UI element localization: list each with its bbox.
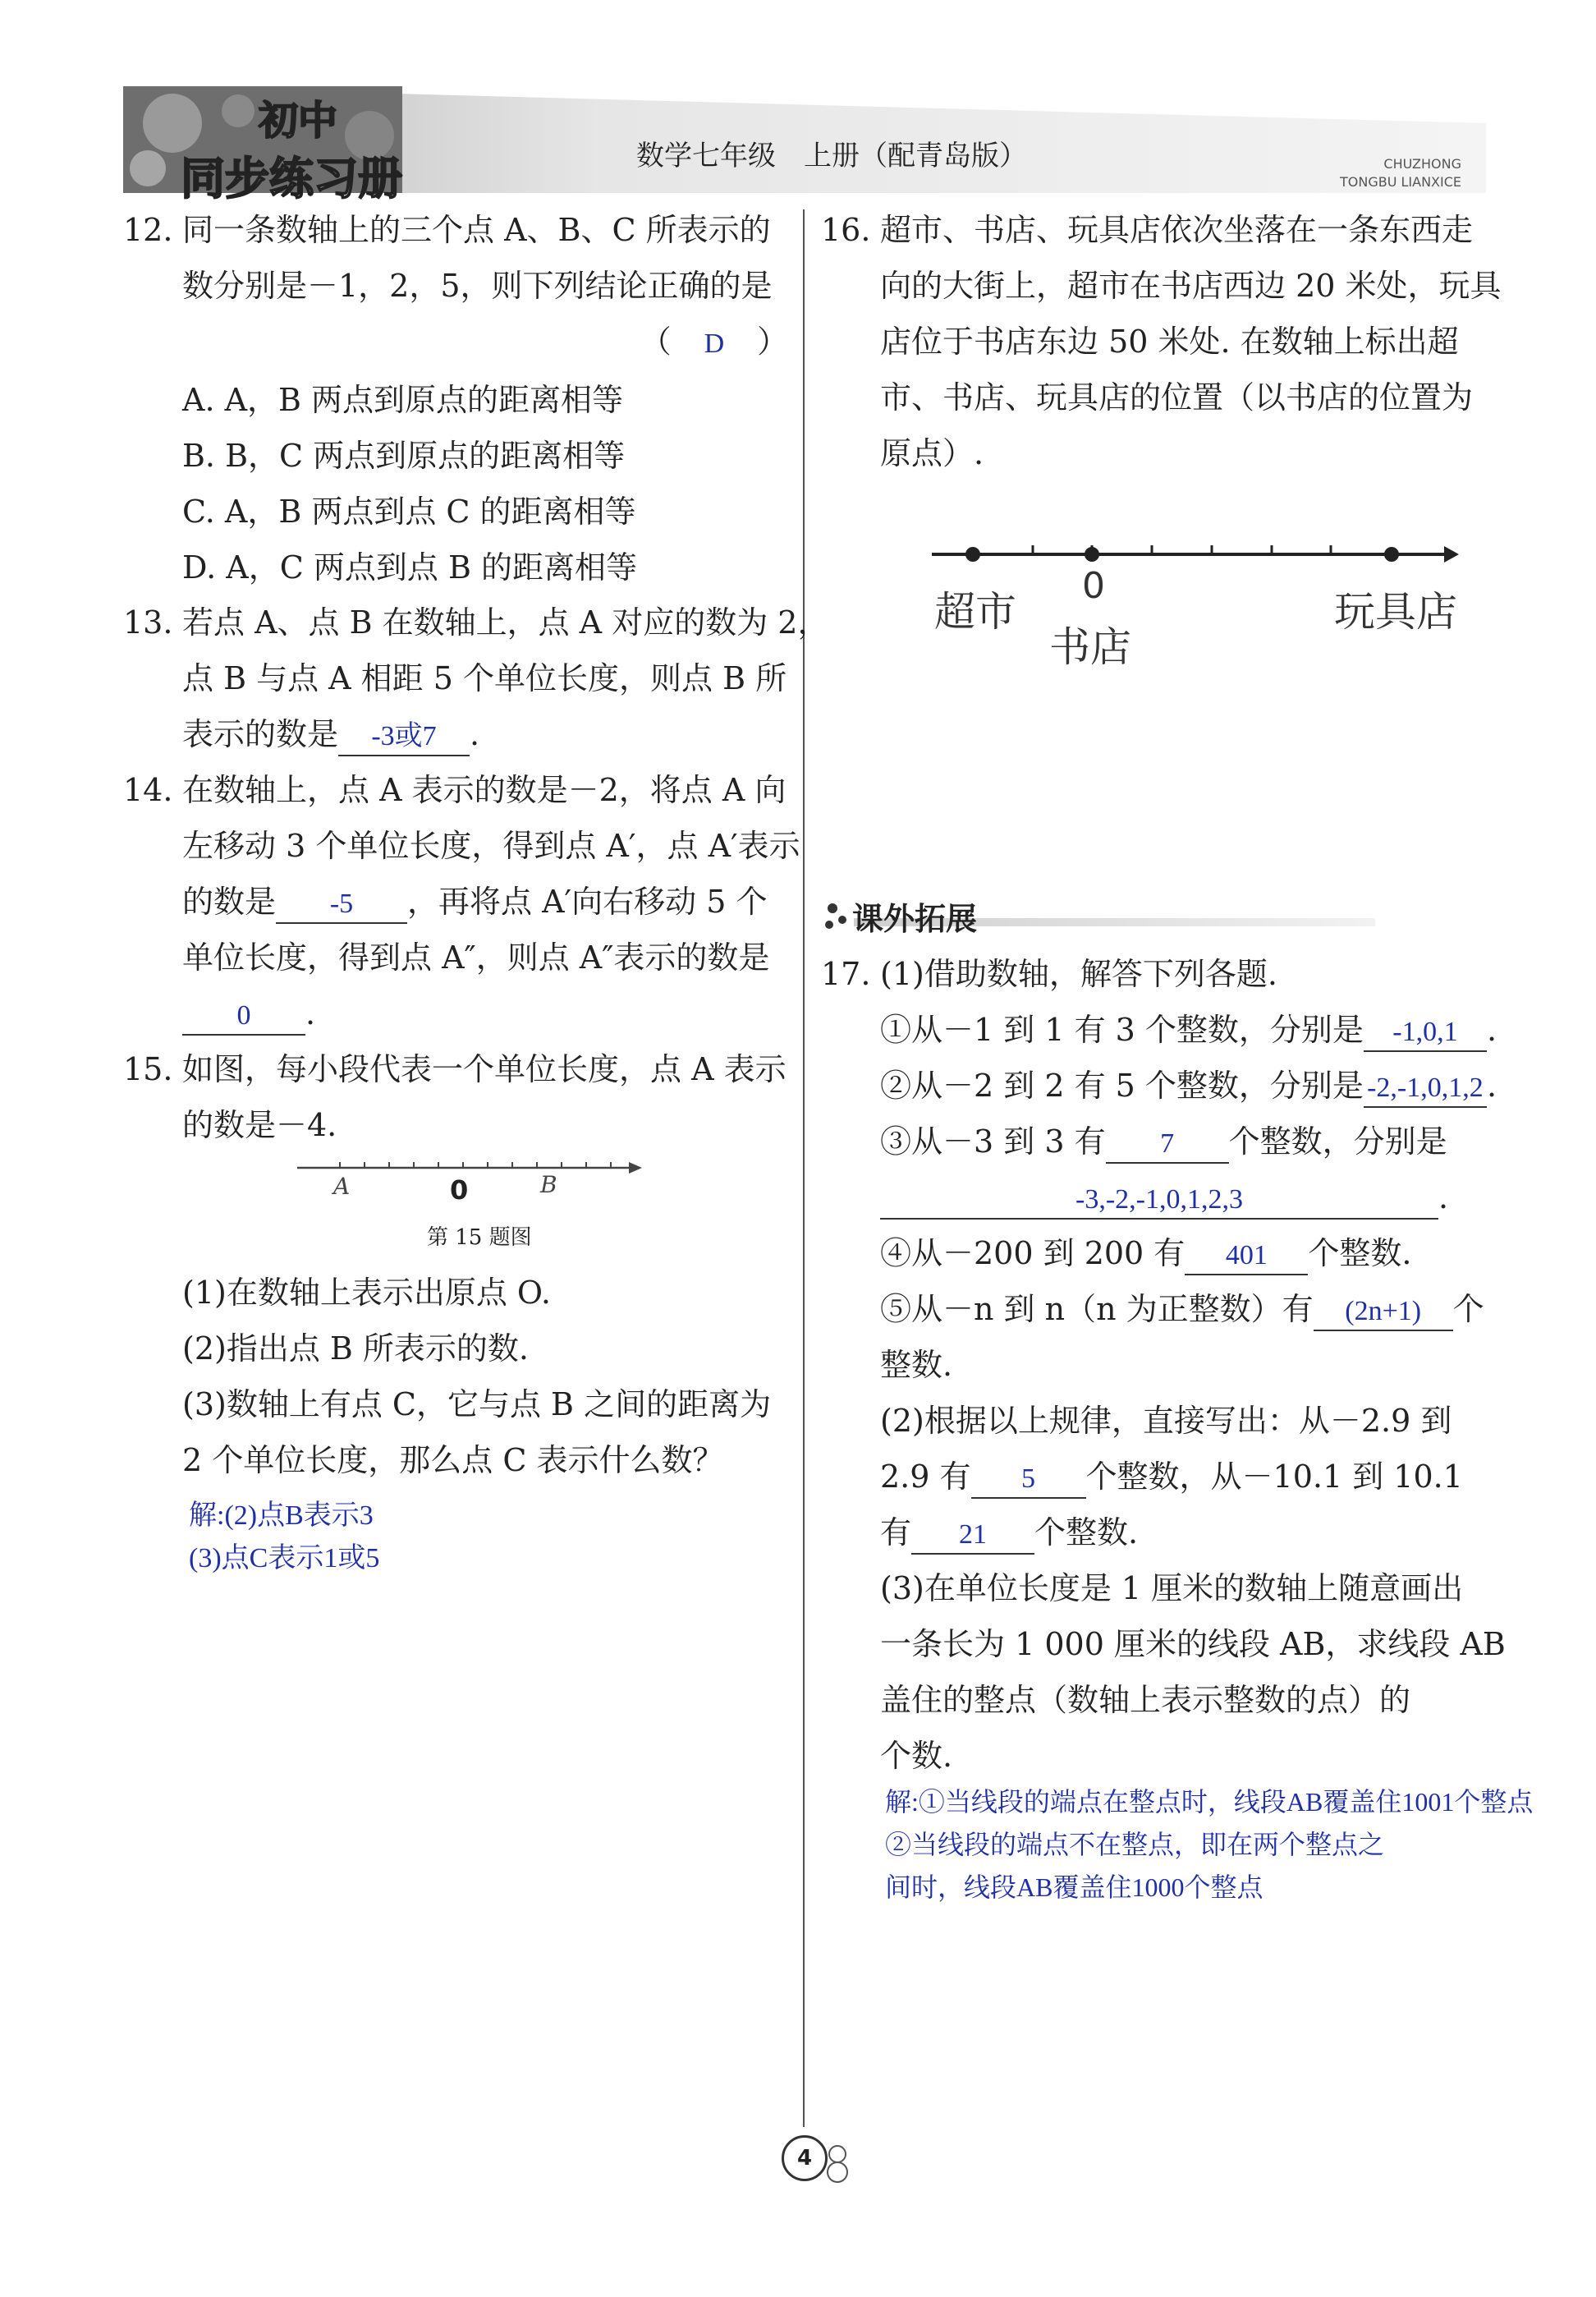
q14-answer1-blank: -5 <box>276 886 407 924</box>
q14-number: 14. <box>123 772 173 808</box>
q17-item5-line2: 整数. <box>880 1347 953 1383</box>
q17-hand-line2: ②当线段的端点不在整点，即在两个整点之 <box>885 1830 1385 1859</box>
q17-hand-line3: 间时，线段AB覆盖住1000个整点 <box>885 1872 1264 1902</box>
q17-number: 17. <box>821 956 871 992</box>
q17-item3-post: 个整数，分别是 <box>1228 1123 1447 1160</box>
section-title: 课外拓展 <box>852 901 978 937</box>
q17-part3-line2: 一条长为 1 000 厘米的线段 AB，求线段 AB <box>880 1626 1506 1662</box>
q16-line5: 原点）. <box>880 435 984 471</box>
q17-item2-answer: -2,-1,0,1,2 <box>1364 1070 1487 1108</box>
q13-answer-blank: -3或7 <box>338 719 470 756</box>
question-12 <box>123 202 788 595</box>
q15-sub1: (1)在数轴上表示出原点 O. <box>182 1275 551 1311</box>
q16-line4: 市、书店、玩具店的位置（以书店的位置为 <box>880 379 1474 416</box>
q12-paren-open: （ <box>640 324 672 360</box>
q17-item3-text: ③从－3 到 3 有 <box>880 1123 1106 1160</box>
q17-part2-answer1: 5 <box>971 1461 1086 1499</box>
q13-line3-pre: 表示的数是 <box>182 716 339 752</box>
q17-item5-post: 个 <box>1452 1291 1484 1327</box>
q17-part2-mid: 个整数，从－10.1 到 10.1 <box>1085 1459 1463 1495</box>
q14-line3-pre: 的数是 <box>182 884 277 920</box>
q16-number-line <box>924 534 1465 575</box>
q15-subquestions <box>182 1265 806 1488</box>
q15-line2: 的数是－4. <box>182 1107 337 1143</box>
q17-part3-line4: 个数. <box>880 1738 953 1774</box>
question-14 <box>123 762 800 1041</box>
q12-line2: 数分别是－1，2，5，则下列结论正确的是 <box>182 268 773 304</box>
q17-item4-text: ④从－200 到 200 有 <box>880 1235 1186 1271</box>
q15-hand-line2: (3)点C表示1或5 <box>189 1543 380 1573</box>
q17-part2-line1: (2)根据以上规律，直接写出：从－2.9 到 <box>880 1403 1452 1439</box>
q17-item1-answer: -1,0,1 <box>1364 1014 1487 1052</box>
q15-sub3-line2: 2 个单位长度，那么点 C 表示什么数？ <box>182 1442 724 1478</box>
page-decoration-icon <box>821 2139 854 2189</box>
q14-answer2-blank: 0 <box>182 998 305 1036</box>
q17-item3-answer2: -3,-2,-1,0,1,2,3 <box>880 1182 1438 1220</box>
q17-item5-text: ⑤从－n 到 n（n 为正整数）有 <box>880 1291 1314 1327</box>
q17-item5-answer: (2n+1) <box>1314 1293 1453 1331</box>
q12-paren-close: ） <box>756 324 788 360</box>
page-number: 4 <box>782 2135 828 2181</box>
q17-part1: (1)借助数轴，解答下列各题. <box>880 956 1277 992</box>
logo-line1: 初中 <box>259 98 338 144</box>
column-divider <box>803 209 805 2127</box>
q16-label-zero: 0 <box>1082 565 1105 607</box>
q12-option-b: B. B，C 两点到原点的距离相等 <box>182 438 626 474</box>
q17-part3-line3: 盖住的整点（数轴上表示整数的点）的 <box>880 1682 1411 1718</box>
q17-item3-answer: 7 <box>1106 1126 1229 1164</box>
q15-sub2: (2)指出点 B 所表示的数. <box>182 1330 529 1367</box>
q17-item1-text: ①从－1 到 1 有 3 个整数，分别是 <box>880 1012 1364 1048</box>
q16-label-bookstore: 书店 <box>1049 623 1131 671</box>
q13-line2: 点 B 与点 A 相距 5 个单位长度，则点 B 所 <box>182 660 787 696</box>
logo-line2: 同步练习册 <box>181 153 402 204</box>
q14-line4: 单位长度，得到点 A″，则点 A″表示的数是 <box>182 939 770 976</box>
en-line2: TONGBU LIANXICE <box>1339 174 1461 190</box>
q16-line1: 超市、书店、玩具店依次坐落在一条东西走 <box>880 212 1474 248</box>
q14-line2: 左移动 3 个单位长度，得到点 A′，点 A′表示 <box>182 828 800 864</box>
q15-line1: 如图，每小段代表一个单位长度，点 A 表示 <box>182 1051 787 1087</box>
q12-answer: D <box>704 328 725 359</box>
q13-number: 13. <box>123 604 173 641</box>
q12-option-c: C. A，B 两点到点 C 的距离相等 <box>182 494 636 530</box>
q17-hand-line1: 解:①当线段的端点在整点时，线段AB覆盖住1001个整点 <box>885 1787 1534 1817</box>
q15-hand-line1: 解:(2)点B表示3 <box>189 1500 374 1531</box>
q14-line1: 在数轴上，点 A 表示的数是－2，将点 A 向 <box>182 772 787 808</box>
q15-handwritten-answer <box>189 1495 379 1580</box>
q15-sub3-line1: (3)数轴上有点 C，它与点 B 之间的距离为 <box>182 1386 772 1422</box>
q16-label-market: 超市 <box>934 588 1016 636</box>
q14-line5-post: . <box>305 995 316 1031</box>
q12-option-d: D. A，C 两点到点 B 的距离相等 <box>182 549 637 586</box>
q17-part2-answer2: 21 <box>911 1517 1034 1555</box>
q16-line2: 向的大街上，超市在书店西边 20 米处，玩具 <box>880 268 1502 304</box>
q17-part2-pre: 2.9 有 <box>880 1459 971 1495</box>
q17-item4-post: 个整数. <box>1308 1235 1412 1271</box>
q15-number: 15. <box>123 1051 173 1087</box>
q16-number: 16. <box>821 212 871 248</box>
q15-label-a: A <box>333 1173 351 1200</box>
q16-line3: 店位于书店东边 50 米处. 在数轴上标出超 <box>880 324 1459 360</box>
q15-figure-caption: 第 15 题图 <box>427 1225 532 1250</box>
q15-label-o: 0 <box>450 1174 469 1206</box>
q15-label-b: B <box>540 1171 557 1198</box>
q17-item2-text: ②从－2 到 2 有 5 个整数，分别是 <box>880 1068 1364 1104</box>
subject-title: 数学七年级 上册（配青岛版） <box>636 140 1027 172</box>
q17-part2-post: 个整数. <box>1034 1514 1139 1550</box>
q13-line1: 若点 A、点 B 在数轴上，点 A 对应的数为 2， <box>182 604 829 641</box>
q17-part3-line1: (3)在单位长度是 1 厘米的数轴上随意画出 <box>880 1570 1464 1606</box>
q12-number: 12. <box>123 212 173 248</box>
q17-part2-pre2: 有 <box>880 1514 912 1550</box>
q12-option-a: A. A，B 两点到原点的距离相等 <box>182 382 624 418</box>
q14-line3-post: ，再将点 A′向右移动 5 个 <box>407 884 768 920</box>
question-17: 17. (1)借助数轴，解答下列各题. ①从－1 到 1 有 3 个整数，分别是 -1,0,1 . ②从－2 到 2 有 5 个整数，分别是 -2,-1,0,1,2 . ③从－3 到 3 有 7 个整数，分别是 -3,-2,-1,0,1,2,3 . ④从－200 到 200 有 401 个整数. ⑤从－n 到 n（n 为正整数）有 (2n+1) 个 整数. (2)根据以上规律，直接写出：从－2.9 到 2.9 有 5 个整数，从－10.1 到 10.1 有 21 个整数. (3)在单位长度是 1 厘米的数轴上随意画出 一条长为 1 000 厘米的线段 AB，求线段 AB 盖住的整点（数轴上表示整数的点）的 个数. <box>821 946 1527 1784</box>
question-13 <box>123 595 829 762</box>
q12-line1: 同一条数轴上的三个点 A、B、C 所表示的 <box>182 212 771 248</box>
en-line1: CHUZHONG <box>1383 156 1461 172</box>
q17-item4-answer: 401 <box>1185 1238 1308 1275</box>
q16-label-toystore: 玩具店 <box>1334 588 1457 636</box>
q17-handwritten-answer <box>885 1780 1591 1909</box>
question-16 <box>821 202 1502 481</box>
q13-line3-post: . <box>470 716 480 752</box>
question-15 <box>123 1041 788 1153</box>
